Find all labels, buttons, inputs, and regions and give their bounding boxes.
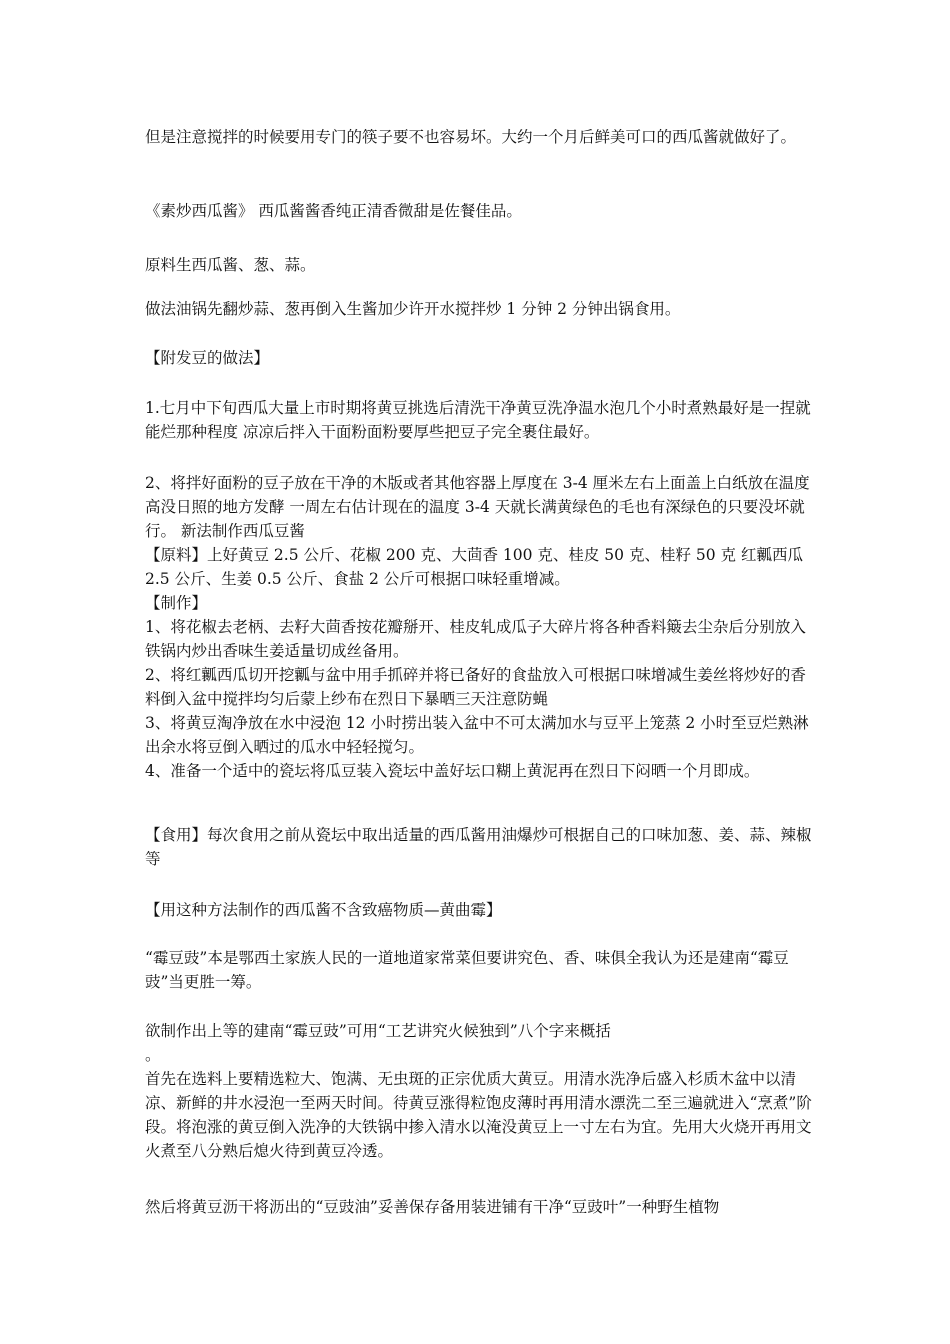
paragraph-draining: 然后将黄豆沥干将沥出的“豆豉油”妥善保存备用装进铺有干净“豆豉叶”一种野生植物 [145,1198,720,1216]
paragraph-selection-soaking: 首先在选料上要精选粒大、饱满、无虫斑的正宗优质大黄豆。用清水洗净后盛入杉质木盆中以清凉、新鲜的井水浸泡一至两天时间。待黄豆涨得粒饱皮薄时再用清水漂洗二至三遍就进入“烹煮”阶段。将泡涨的黄豆倒入洗净的大铁锅中掺入清水以淹没黄豆上一寸左右为宜。先用大火烧开再用文火煮至八分熟后熄火待到黄豆冷透。 [145,1070,812,1160]
paragraph-watermelon-sauce-end: 但是注意搅拌的时候要用专门的筷子要不也容易坏。大约一个月后鲜美可口的西瓜酱就做好了。 [145,128,797,146]
paragraph-meidouchi-summary: 欲制作出上等的建南“霉豆豉”可用“工艺讲究火候独到”八个字来概括 。 [145,1022,611,1064]
paragraph-ingredients: 原料生西瓜酱、葱、蒜。 [145,256,316,274]
paragraph-method: 做法油锅先翻炒蒜、葱再倒入生酱加少许开水搅拌炒 1 分钟 2 分钟出锅食用。 [145,300,681,318]
paragraph-serving: 【食用】每次食用之前从瓷坛中取出适量的西瓜酱用油爆炒可根据自己的口味加葱、姜、蒜、辣椒等 [145,826,812,868]
paragraph-step-1: 1.七月中下旬西瓜大量上市时期将黄豆挑选后清洗干净黄豆洗净温水泡几个小时煮熟最好是一捏就能烂那种程度 凉凉后拌入干面粉面粉要厚些把豆子完全裹住最好。 [145,399,811,441]
paragraph-meidouchi-intro: “霉豆豉”本是鄂西土家族人民的一道地道家常菜但要讲究色、香、味俱全我认为还是建南“霉豆豉”当更胜一筹。 [145,949,789,991]
paragraph-step-2-new-method: 2、将拌好面粉的豆子放在干净的木版或者其他容器上厚度在 3-4 厘米左右上面盖上白纸放在温度高没日照的地方发酵 一周左右估计现在的温度 3-4 天就长满黄绿色的毛也有深绿色的只要没坏就行。 新法制作西瓜豆酱 【原料】上好黄豆 2.5 公斤、花椒 200 克、大茴香 100 克、桂皮 50 克、桂籽 50 克 红瓤西瓜 2.5 公斤、生姜 0.5 公斤、食盐 2 公斤可根据口味轻重增减。 【制作】 1、将花椒去老柄、去籽大茴香按花瓣掰开、桂皮轧成瓜子大碎片将各种香料簸去尘杂后分别放入铁锅内炒出香味生姜适量切成丝备用。 2、将红瓤西瓜切开挖瓤与盆中用手抓碎并将已备好的食盐放入可根据口味增减生姜丝将炒好的香料倒入盆中搅拌均匀后蒙上纱布在烈日下暴晒三天注意防蝇 3、将黄豆淘净放在水中浸泡 12 小时捞出装入盆中不可太满加水与豆平上笼蒸 2 小时至豆烂熟淋出余水将豆倒入晒过的瓜水中轻轻搅匀。 4、准备一个适中的瓷坛将瓜豆装入瓷坛中盖好坛口糊上黄泥再在烈日下闷晒一个月即成。 [145,474,810,780]
section-heading-aflatoxin: 【用这种方法制作的西瓜酱不含致癌物质—黄曲霉】 [145,901,502,919]
paragraph-stir-fry-title: 《素炒西瓜酱》 西瓜酱酱香纯正清香微甜是佐餐佳品。 [145,202,522,220]
section-heading-fermented-beans: 【附发豆的做法】 [145,349,270,367]
